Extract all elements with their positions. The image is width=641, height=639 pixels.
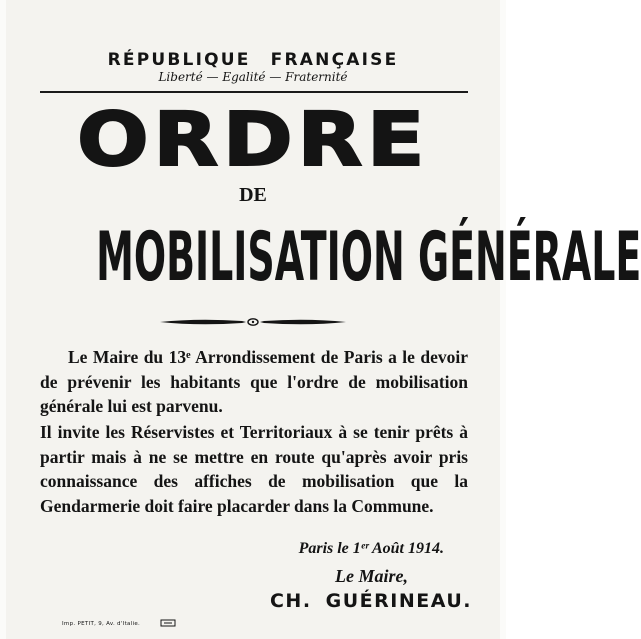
printer-mark-icon xyxy=(160,618,176,628)
header-motto: Liberté — Egalité — Fraternité xyxy=(158,70,348,84)
body-paragraph-1: Le Maire du 13ᵉ Arrondissement de Paris a le devoir de prévenir les habitants que l'ordre de mobilisation générale lui est parvenu. xyxy=(40,347,468,416)
decorative-rule-icon xyxy=(158,315,348,329)
body-paragraph-2: Il invite les Réservistes et Territoriaux à se tenir prêts à partir mais à ne se mettre en route qu'après avoir pris connaissance des affiches de mobilisation que la Gendarmerie doit faire placarder dans la Commune. xyxy=(40,422,468,516)
header-republic: RÉPUBLIQUE FRANÇAISE xyxy=(107,50,399,70)
title-connector: DE xyxy=(239,184,267,206)
signature-name: CH. GUÉRINEAU. xyxy=(269,590,472,612)
printer-imprint: Imp. PETIT, 9, Av. d'Italie. xyxy=(62,621,141,627)
title-mobilisation: MOBILISATION GÉNÉRALE xyxy=(96,218,641,297)
title-ordre: ORDRE xyxy=(76,97,430,183)
header-rule xyxy=(40,91,468,93)
signature-date: Paris le 1ᵉʳ Août 1914. xyxy=(298,540,444,557)
signature-title: Le Maire, xyxy=(335,566,408,586)
